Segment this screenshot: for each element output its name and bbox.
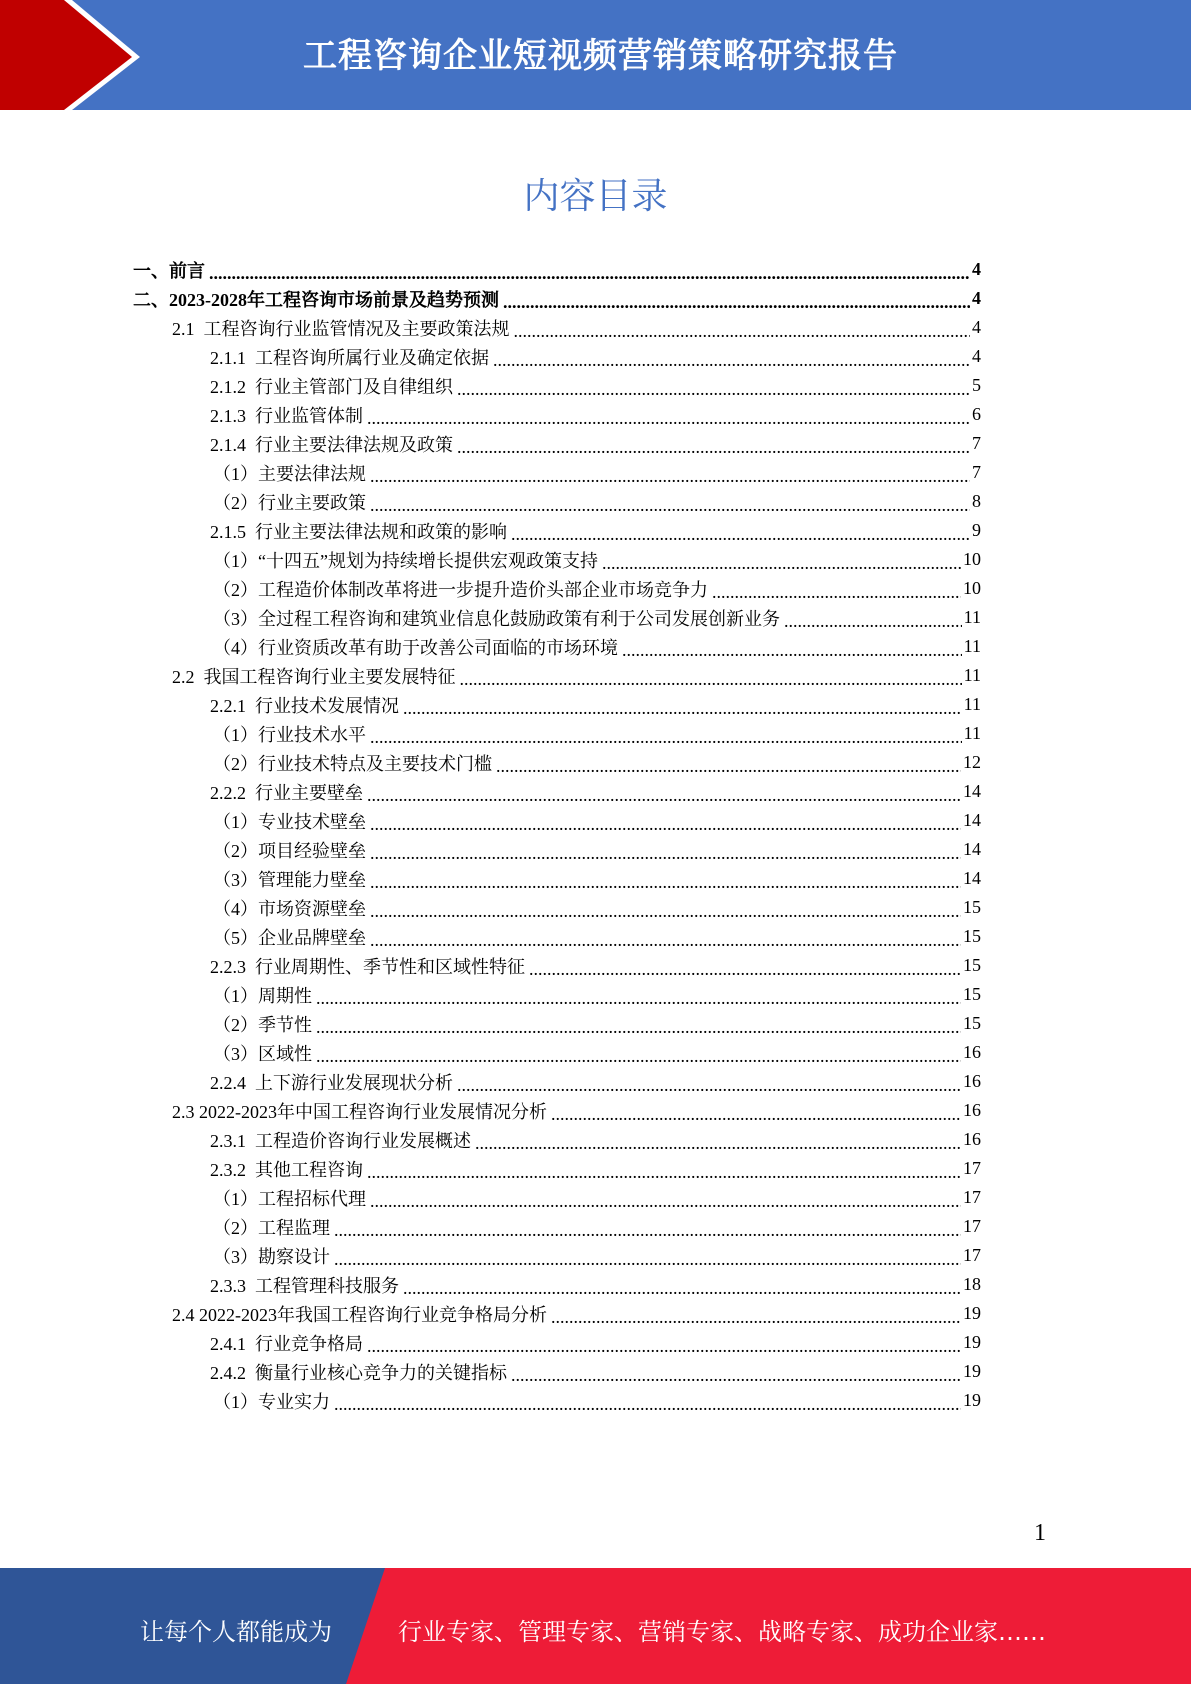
toc-entry-label: （1）工程招标代理 <box>213 1188 366 1209</box>
toc-entry-page: 16 <box>963 1042 981 1062</box>
toc-entry-label: 2.3.3 工程管理科技服务 <box>210 1275 399 1296</box>
toc-leader-dots <box>511 1366 961 1384</box>
toc-entry-page: 17 <box>963 1158 981 1178</box>
toc-entry[interactable] <box>213 1183 981 1212</box>
toc-leader-dots <box>370 496 970 514</box>
toc-entry[interactable] <box>213 1038 981 1067</box>
toc-leader-dots <box>370 931 961 949</box>
toc-entry-label: （4）市场资源壁垒 <box>213 898 366 919</box>
toc-entry[interactable] <box>210 777 981 806</box>
toc-entry[interactable] <box>213 893 981 922</box>
toc-entry-page: 11 <box>963 723 981 743</box>
toc-entry[interactable] <box>210 429 981 458</box>
toc-leader-dots <box>370 844 961 862</box>
toc-entry-page: 8 <box>972 491 981 511</box>
toc-entry[interactable] <box>213 1386 981 1415</box>
toc-entry[interactable] <box>213 632 981 661</box>
toc-entry[interactable] <box>213 1212 981 1241</box>
toc-entry-label: （4）行业资质改革有助于改善公司面临的市场环境 <box>213 637 618 658</box>
footer-slogan-right: 行业专家、管理专家、营销专家、战略专家、成功企业家…… <box>398 1618 1046 1646</box>
toc-entry-page: 4 <box>972 259 981 279</box>
report-header <box>0 0 1191 110</box>
toc-entry-page: 15 <box>963 926 981 946</box>
toc-entry-page: 14 <box>963 781 981 801</box>
toc-entry-label: 2.1.2 行业主管部门及自律组织 <box>210 376 453 397</box>
toc-leader-dots <box>367 409 970 427</box>
toc-entry-page: 16 <box>963 1100 981 1120</box>
toc-entry-page: 17 <box>963 1216 981 1236</box>
toc-entry-page: 14 <box>963 868 981 888</box>
toc-entry-label: 2.2.2 行业主要壁垒 <box>210 782 363 803</box>
toc-entry[interactable] <box>172 1299 981 1328</box>
toc-entry-page: 10 <box>963 549 981 569</box>
report-title: 工程咨询企业短视频营销策略研究报告 <box>303 36 898 76</box>
toc-leader-dots <box>334 1221 961 1239</box>
toc-entry-label: 2.4.1 行业竞争格局 <box>210 1333 363 1354</box>
toc-leader-dots <box>457 438 970 456</box>
toc-entry-label: 2.3.2 其他工程咨询 <box>210 1159 363 1180</box>
toc-entry-label: 2.1.3 行业监管体制 <box>210 405 363 426</box>
toc-leader-dots <box>370 728 962 746</box>
toc-entry[interactable] <box>213 922 981 951</box>
toc-entry-label: 2.2.1 行业技术发展情况 <box>210 695 399 716</box>
toc-leader-dots <box>602 554 961 572</box>
toc-entry-label: （2）行业技术特点及主要技术门槛 <box>213 753 492 774</box>
toc-entry[interactable] <box>213 487 981 516</box>
toc-entry-page: 12 <box>963 752 981 772</box>
toc-entry-page: 19 <box>963 1361 981 1381</box>
toc-entry-label: 2.2.4 上下游行业发展现状分析 <box>210 1072 453 1093</box>
toc-entry-page: 11 <box>963 665 981 685</box>
toc-entry[interactable] <box>210 1067 981 1096</box>
toc-entry-label: 2.3.1 工程造价咨询行业发展概述 <box>210 1130 471 1151</box>
toc-leader-dots <box>457 1076 961 1094</box>
page-number: 1 <box>1034 1520 1046 1546</box>
toc-entry-label: （2）项目经验壁垒 <box>213 840 366 861</box>
toc-entry-label: （3）区域性 <box>213 1043 312 1064</box>
toc-leader-dots <box>334 1250 961 1268</box>
toc-entry-label: 2.3 2022-2023年中国工程咨询行业发展情况分析 <box>172 1101 547 1122</box>
toc-leader-dots <box>334 1395 961 1413</box>
toc-entry-page: 4 <box>972 346 981 366</box>
toc-leader-dots <box>367 786 961 804</box>
toc-entry-label: （2）工程造价体制改革将进一步提升造价头部企业市场竞争力 <box>213 579 708 600</box>
toc-entry-label: （1）主要法律法规 <box>213 463 366 484</box>
toc-entry-label: （1）周期性 <box>213 985 312 1006</box>
toc-entry-label: 2.4.2 衡量行业核心竞争力的关键指标 <box>210 1362 507 1383</box>
toc-entry[interactable] <box>210 1270 981 1299</box>
toc-entry-label: 2.4 2022-2023年我国工程咨询行业竞争格局分析 <box>172 1304 547 1325</box>
toc-leader-dots <box>496 757 961 775</box>
toc-entry-page: 15 <box>963 897 981 917</box>
toc-entry[interactable] <box>210 342 981 371</box>
toc-entry-page: 18 <box>963 1274 981 1294</box>
toc-entry[interactable] <box>133 284 981 313</box>
toc-entry[interactable] <box>213 545 981 574</box>
toc-entry[interactable] <box>213 748 981 777</box>
toc-entry-page: 6 <box>972 404 981 424</box>
toc-entry-page: 15 <box>963 1013 981 1033</box>
toc-entry[interactable] <box>213 835 981 864</box>
toc-leader-dots <box>316 989 961 1007</box>
toc-entry[interactable] <box>213 574 981 603</box>
toc-entry[interactable] <box>213 458 981 487</box>
toc-entry-page: 19 <box>963 1303 981 1323</box>
toc-entry-page: 11 <box>963 607 981 627</box>
toc-leader-dots <box>784 612 962 630</box>
toc-entry-page: 5 <box>972 375 981 395</box>
toc-entry-page: 15 <box>963 955 981 975</box>
toc-entry-page: 4 <box>972 288 981 308</box>
toc-leader-dots <box>475 1134 961 1152</box>
toc-entry-label: 二、2023-2028年工程咨询市场前景及趋势预测 <box>133 289 499 310</box>
toc-leader-dots <box>370 1192 961 1210</box>
toc-entry-label: （2）行业主要政策 <box>213 492 366 513</box>
toc-entry[interactable] <box>213 1241 981 1270</box>
toc-leader-dots <box>370 873 961 891</box>
toc-leader-dots <box>316 1018 961 1036</box>
toc-entry-label: 2.1.5 行业主要法律法规和政策的影响 <box>210 521 507 542</box>
toc-leader-dots <box>209 264 970 282</box>
toc-entry-page: 17 <box>963 1187 981 1207</box>
toc-entry[interactable] <box>210 1328 981 1357</box>
toc-entry-label: 一、前言 <box>133 260 205 281</box>
toc-entry[interactable] <box>133 255 981 284</box>
toc-leader-dots <box>367 1163 961 1181</box>
toc-entry[interactable] <box>213 1009 981 1038</box>
toc-entry[interactable] <box>210 690 981 719</box>
toc-entry-page: 7 <box>972 462 981 482</box>
toc-entry-label: 2.1 工程咨询行业监管情况及主要政策法规 <box>172 318 510 339</box>
toc-entry-page: 19 <box>963 1332 981 1352</box>
footer-banner <box>0 1568 1191 1684</box>
toc-entry-label: （2）工程监理 <box>213 1217 330 1238</box>
toc-entry-label: 2.1.4 行业主要法律法规及政策 <box>210 434 453 455</box>
toc-leader-dots <box>514 322 971 340</box>
toc-leader-dots <box>367 1337 961 1355</box>
toc-entry-page: 19 <box>963 1390 981 1410</box>
toc-entry[interactable] <box>213 719 981 748</box>
toc-entry[interactable] <box>210 516 981 545</box>
toc-leader-dots <box>503 293 970 311</box>
toc-entry-page: 7 <box>972 433 981 453</box>
toc-entry-label: （3）全过程工程咨询和建筑业信息化鼓励政策有利于公司发展创新业务 <box>213 608 780 629</box>
toc-leader-dots <box>622 641 962 659</box>
toc-entry-label: （5）企业品牌壁垒 <box>213 927 366 948</box>
toc-entry-label: （3）勘察设计 <box>213 1246 330 1267</box>
toc-entry-label: 2.2 我国工程咨询行业主要发展特征 <box>172 666 456 687</box>
toc-entry-page: 9 <box>972 520 981 540</box>
toc-entry-page: 16 <box>963 1071 981 1091</box>
toc-entry[interactable] <box>210 1154 981 1183</box>
toc-entry-page: 11 <box>963 636 981 656</box>
toc-leader-dots <box>457 380 970 398</box>
toc-entry[interactable] <box>213 603 981 632</box>
toc-entry-page: 4 <box>972 317 981 337</box>
toc-leader-dots <box>370 902 961 920</box>
toc-entry-page: 10 <box>963 578 981 598</box>
toc-entry[interactable] <box>172 1096 981 1125</box>
toc-leader-dots <box>316 1047 961 1065</box>
toc-entry[interactable] <box>213 864 981 893</box>
toc-leader-dots <box>403 1279 961 1297</box>
toc-entry-page: 15 <box>963 984 981 1004</box>
toc-entry[interactable] <box>210 400 981 429</box>
toc-entry-label: （2）季节性 <box>213 1014 312 1035</box>
toc-leader-dots <box>493 351 970 369</box>
toc-leader-dots <box>551 1105 961 1123</box>
toc-leader-dots <box>370 467 970 485</box>
toc-entry[interactable] <box>172 661 981 690</box>
toc-leader-dots <box>712 583 961 601</box>
toc-leader-dots <box>403 699 962 717</box>
toc-entry-label: 2.1.1 工程咨询所属行业及确定依据 <box>210 347 489 368</box>
toc-entry[interactable] <box>210 951 981 980</box>
footer-slogan-left: 让每个人都能成为 <box>140 1618 332 1646</box>
toc-heading: 内容目录 <box>523 176 668 217</box>
toc-entry-page: 14 <box>963 810 981 830</box>
toc-entry-page: 14 <box>963 839 981 859</box>
toc-entry[interactable] <box>213 980 981 1009</box>
toc-leader-dots <box>460 670 962 688</box>
toc-entry-label: （1）行业技术水平 <box>213 724 366 745</box>
toc-leader-dots <box>511 525 970 543</box>
toc-entry-page: 17 <box>963 1245 981 1265</box>
toc-leader-dots <box>370 815 961 833</box>
toc-entry-page: 11 <box>963 694 981 714</box>
toc-entry-label: （3）管理能力壁垒 <box>213 869 366 890</box>
toc-entry[interactable] <box>210 371 981 400</box>
toc-entry-page: 16 <box>963 1129 981 1149</box>
toc-entry-label: （1）专业实力 <box>213 1391 330 1412</box>
toc-entry[interactable] <box>213 806 981 835</box>
toc-entry[interactable] <box>172 313 981 342</box>
toc-entry-label: （1）“十四五”规划为持续增长提供宏观政策支持 <box>213 550 598 571</box>
toc-entry[interactable] <box>210 1125 981 1154</box>
toc-entry-label: 2.2.3 行业周期性、季节性和区域性特征 <box>210 956 525 977</box>
toc-leader-dots <box>551 1308 961 1326</box>
toc-leader-dots <box>529 960 961 978</box>
toc-entry-label: （1）专业技术壁垒 <box>213 811 366 832</box>
toc-entry[interactable] <box>210 1357 981 1386</box>
